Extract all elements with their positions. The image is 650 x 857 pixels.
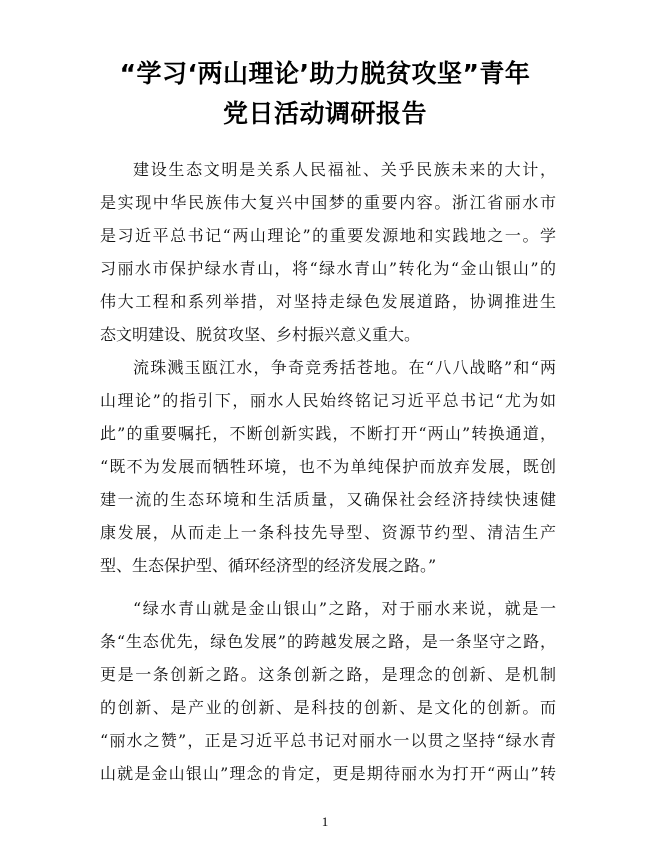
paragraph-line: 山理论”的指引下，丽水人民始终铭记习近平总书记“尤为如 <box>100 391 556 410</box>
paragraph-line: 型、生态保护型、循环经济型的经济发展之路。” <box>100 556 437 575</box>
paragraph-line: 建设生态文明是关系人民福祉、关乎民族未来的大计， <box>133 160 556 179</box>
paragraph-line: 建一流的生态环境和生活质量，又确保社会经济持续快速健 <box>100 490 556 509</box>
paragraph-line: 康发展，从而走上一条科技先导型、资源节约型、清洁生产 <box>100 523 556 542</box>
document-title-line-1: “学习‘两山理论’助力脱贫攻坚”青年 <box>119 59 531 88</box>
paragraph-line: 是实现中华民族伟大复兴中国梦的重要内容。浙江省丽水市 <box>100 193 556 212</box>
document-title-line-2: 党日活动调研报告 <box>222 99 427 128</box>
paragraph-line: 条“生态优先，绿色发展”的跨越发展之路，是一条坚守之路， <box>100 632 556 651</box>
paragraph-line: 习丽水市保护绿水青山，将“绿水青山”转化为“金山银山”的 <box>100 259 556 278</box>
paragraph-line: 的创新、是产业的创新、是科技的创新、是文化的创新。而 <box>100 698 556 717</box>
page-number: 1 <box>321 814 329 829</box>
paragraph-line: 此”的重要嘱托，不断创新实践，不断打开“两山”转换通道， <box>100 424 556 443</box>
paragraph-line: 更是一条创新之路。这条创新之路，是理念的创新、是机制 <box>100 665 556 684</box>
paragraph-line: “丽水之赞”，正是习近平总书记对丽水一以贯之坚持“绿水青 <box>100 731 556 750</box>
paragraph-line: 伟大工程和系列举措，对坚持走绿色发展道路，协调推进生 <box>100 292 556 311</box>
paragraph-line: “绿水青山就是金山银山”之路，对于丽水来说，就是一 <box>133 599 556 618</box>
paragraph-line: “既不为发展而牺牲环境，也不为单纯保护而放弃发展，既创 <box>100 457 556 476</box>
paragraph-line: 态文明建设、脱贫攻坚、乡村振兴意义重大。 <box>100 325 421 344</box>
paragraph-line: 是习近平总书记“两山理论”的重要发源地和实践地之一。学 <box>100 226 556 245</box>
paragraph-line: 流珠溅玉瓯江水，争奇竞秀括苍地。在“八八战略”和“两 <box>133 358 556 377</box>
paragraph-line: 山就是金山银山”理念的肯定，更是期待丽水为打开“两山”转 <box>100 764 556 783</box>
